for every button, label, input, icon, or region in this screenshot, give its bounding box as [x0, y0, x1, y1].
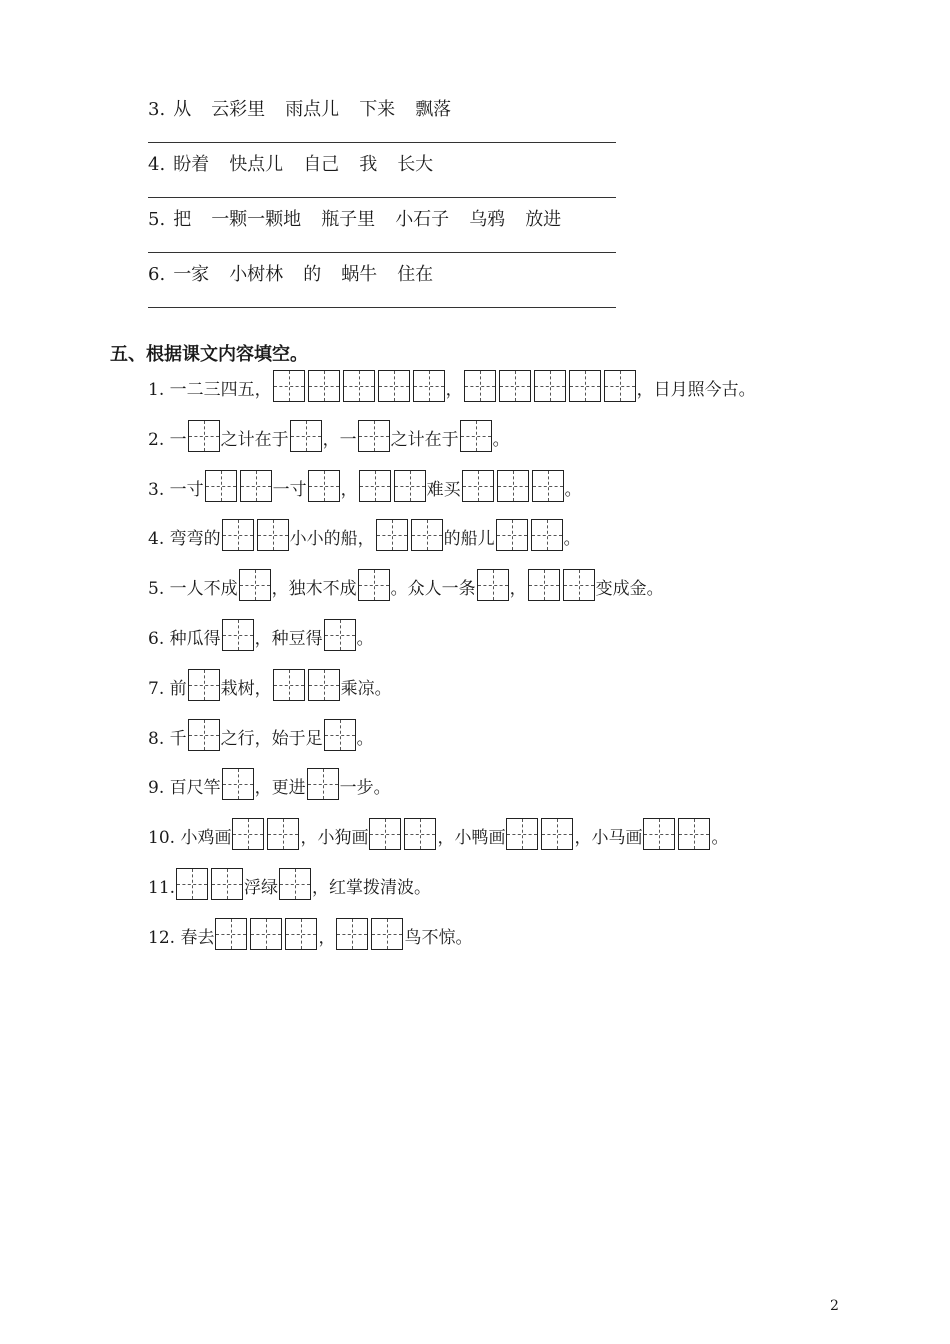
item-text: ，种豆得	[254, 629, 323, 649]
tianzige-box[interactable]	[506, 818, 538, 850]
tianzige-box[interactable]	[188, 420, 220, 452]
tianzige-group	[308, 470, 340, 502]
item-text: 1. 一二三四五，	[148, 380, 272, 400]
item-text: ，独木不成	[271, 579, 357, 599]
item-text: 。	[356, 729, 374, 749]
item-text: ，	[445, 380, 463, 400]
word-chip: 自己	[303, 154, 340, 175]
item-text: ，更进	[254, 778, 306, 798]
tianzige-group	[188, 669, 220, 701]
item-text: ，	[318, 928, 336, 948]
fill-item	[148, 669, 392, 709]
word-chip: 放进	[525, 209, 562, 230]
item-text: ，小马画	[574, 828, 643, 848]
tianzige-box[interactable]	[358, 420, 390, 452]
tianzige-box[interactable]	[273, 370, 305, 402]
item-text: ，红掌拨清波。	[312, 878, 432, 898]
tianzige-group	[460, 420, 492, 452]
tianzige-box[interactable]	[496, 519, 528, 551]
tianzige-group	[376, 519, 443, 551]
tianzige-group	[643, 818, 710, 850]
item-text: 4. 弯弯的	[148, 529, 221, 549]
fill-item	[148, 868, 431, 908]
tianzige-box[interactable]	[531, 519, 563, 551]
item-text: 鸟不惊。	[404, 928, 473, 948]
tianzige-box[interactable]	[678, 818, 710, 850]
tianzige-box[interactable]	[250, 918, 282, 950]
fill-item	[148, 420, 510, 460]
tianzige-box[interactable]	[308, 370, 340, 402]
item-text: 的船儿	[443, 529, 495, 549]
fill-item	[148, 768, 391, 808]
word-chip: 云彩里	[211, 99, 266, 120]
item-text: ，小狗画	[300, 828, 369, 848]
tianzige-box[interactable]	[376, 519, 408, 551]
item-text: ，日月照今古。	[636, 380, 756, 400]
answer-line[interactable]	[148, 307, 616, 308]
tianzige-box[interactable]	[358, 569, 390, 601]
tianzige-box[interactable]	[411, 519, 443, 551]
reorder-item	[148, 95, 471, 125]
word-chip: 我	[359, 154, 378, 175]
tianzige-group	[324, 719, 356, 751]
word-chip: 瓶子里	[321, 209, 376, 230]
item-text: 。	[564, 480, 582, 500]
tianzige-box[interactable]	[290, 420, 322, 452]
item-text: 难买	[426, 480, 461, 500]
tianzige-box[interactable]	[464, 370, 496, 402]
tianzige-group	[176, 868, 243, 900]
word-chip: 的	[303, 264, 322, 285]
section-five-title: 五、根据课文内容填空。	[110, 344, 308, 365]
fill-item	[148, 569, 664, 609]
tianzige-group	[358, 569, 390, 601]
item-text: ，一	[322, 430, 357, 450]
tianzige-group	[307, 768, 339, 800]
item-text: ，	[340, 480, 358, 500]
item-text: 。	[492, 430, 510, 450]
item-number: 4.	[148, 154, 166, 175]
tianzige-group	[496, 519, 563, 551]
tianzige-group	[188, 420, 220, 452]
tianzige-group	[506, 818, 573, 850]
tianzige-box[interactable]	[176, 868, 208, 900]
tianzige-group	[188, 719, 220, 751]
item-text: 11.	[148, 878, 176, 898]
page-number: 2	[830, 1298, 839, 1314]
tianzige-box[interactable]	[534, 370, 566, 402]
tianzige-box[interactable]	[569, 370, 601, 402]
item-text: 。众人一条	[390, 579, 476, 599]
tianzige-group	[336, 918, 403, 950]
tianzige-box[interactable]	[239, 569, 271, 601]
item-text: 之计在于	[390, 430, 459, 450]
word-chip: 小石子	[395, 209, 450, 230]
tianzige-box[interactable]	[541, 818, 573, 850]
tianzige-group	[359, 470, 426, 502]
item-text: 浮绿	[244, 878, 279, 898]
fill-item	[148, 619, 374, 659]
word-chip: 一颗一颗地	[211, 209, 302, 230]
item-text: 10. 小鸡画	[148, 828, 232, 848]
tianzige-group	[290, 420, 322, 452]
tianzige-group	[279, 868, 311, 900]
tianzige-box[interactable]	[413, 370, 445, 402]
reorder-item	[148, 150, 453, 180]
tianzige-box[interactable]	[222, 619, 254, 651]
fill-item	[148, 918, 472, 958]
tianzige-group	[215, 918, 317, 950]
word-chip: 小树林	[229, 264, 284, 285]
tianzige-box[interactable]	[477, 569, 509, 601]
word-chip: 乌鸦	[469, 209, 506, 230]
tianzige-box[interactable]	[188, 719, 220, 751]
tianzige-box[interactable]	[359, 470, 391, 502]
item-text: 之行，始于足	[220, 729, 323, 749]
tianzige-box[interactable]	[257, 519, 289, 551]
fill-item	[148, 470, 582, 510]
answer-line[interactable]	[148, 197, 616, 198]
fill-item	[148, 519, 581, 559]
item-number: 3.	[148, 99, 166, 120]
tianzige-box[interactable]	[324, 619, 356, 651]
tianzige-box[interactable]	[460, 420, 492, 452]
tianzige-box[interactable]	[279, 868, 311, 900]
tianzige-box[interactable]	[394, 470, 426, 502]
tianzige-box[interactable]	[308, 669, 340, 701]
item-text: 。	[563, 529, 581, 549]
tianzige-box[interactable]	[211, 868, 243, 900]
word-chip: 住在	[397, 264, 434, 285]
item-text: 12. 春去	[148, 928, 215, 948]
item-text: 小小的船，	[289, 529, 375, 549]
fill-item	[148, 818, 728, 858]
tianzige-group	[222, 768, 254, 800]
word-chip: 盼着	[173, 154, 210, 175]
word-chip: 蜗牛	[341, 264, 378, 285]
tianzige-box[interactable]	[563, 569, 595, 601]
item-text: 5. 一人不成	[148, 579, 238, 599]
item-text: 7. 前	[148, 679, 187, 699]
item-text: 。	[356, 629, 374, 649]
item-text: 3. 一寸	[148, 480, 204, 500]
tianzige-group	[273, 669, 340, 701]
tianzige-box[interactable]	[273, 669, 305, 701]
tianzige-box[interactable]	[404, 818, 436, 850]
tianzige-box[interactable]	[232, 818, 264, 850]
tianzige-box[interactable]	[462, 470, 494, 502]
answer-line[interactable]	[148, 142, 616, 143]
word-chip: 快点儿	[229, 154, 284, 175]
tianzige-box[interactable]	[215, 918, 247, 950]
tianzige-group	[232, 818, 299, 850]
word-chip: 飘落	[415, 99, 452, 120]
tianzige-group	[222, 619, 254, 651]
item-text: 9. 百尺竿	[148, 778, 221, 798]
reorder-item	[148, 205, 581, 235]
tianzige-group	[205, 470, 272, 502]
item-text: 一步。	[339, 778, 391, 798]
fill-item	[148, 719, 374, 759]
item-text: ，	[509, 579, 527, 599]
tianzige-box[interactable]	[240, 470, 272, 502]
tianzige-group	[528, 569, 595, 601]
item-text: 之计在于	[220, 430, 289, 450]
word-chip: 雨点儿	[285, 99, 340, 120]
tianzige-group	[462, 470, 564, 502]
tianzige-box[interactable]	[324, 719, 356, 751]
item-text: 乘凉。	[340, 679, 392, 699]
tianzige-box[interactable]	[604, 370, 636, 402]
item-number: 5.	[148, 209, 166, 230]
tianzige-group	[369, 818, 436, 850]
tianzige-box[interactable]	[343, 370, 375, 402]
tianzige-group	[273, 370, 445, 402]
item-text: 8. 千	[148, 729, 187, 749]
tianzige-box[interactable]	[188, 669, 220, 701]
fill-item	[148, 370, 756, 410]
tianzige-box[interactable]	[378, 370, 410, 402]
tianzige-box[interactable]	[205, 470, 237, 502]
tianzige-box[interactable]	[336, 918, 368, 950]
item-text: 变成金。	[595, 579, 664, 599]
tianzige-box[interactable]	[308, 470, 340, 502]
item-text: 6. 种瓜得	[148, 629, 221, 649]
word-chip: 把	[173, 209, 192, 230]
item-text: 一寸	[272, 480, 307, 500]
word-chip: 长大	[397, 154, 434, 175]
item-number: 6.	[148, 264, 166, 285]
item-text: ，小鸭画	[437, 828, 506, 848]
reorder-item	[148, 260, 453, 290]
tianzige-box[interactable]	[285, 918, 317, 950]
word-chip: 一家	[173, 264, 210, 285]
tianzige-box[interactable]	[222, 768, 254, 800]
tianzige-group	[239, 569, 271, 601]
word-chip: 从	[173, 99, 192, 120]
item-text: 。	[711, 828, 729, 848]
tianzige-box[interactable]	[371, 918, 403, 950]
tianzige-box[interactable]	[307, 768, 339, 800]
tianzige-box[interactable]	[532, 470, 564, 502]
tianzige-group	[477, 569, 509, 601]
tianzige-box[interactable]	[497, 470, 529, 502]
tianzige-group	[222, 519, 289, 551]
answer-line[interactable]	[148, 252, 616, 253]
item-text: 2. 一	[148, 430, 187, 450]
tianzige-box[interactable]	[643, 818, 675, 850]
tianzige-group	[464, 370, 636, 402]
tianzige-box[interactable]	[499, 370, 531, 402]
word-chip: 下来	[359, 99, 396, 120]
tianzige-box[interactable]	[528, 569, 560, 601]
tianzige-box[interactable]	[267, 818, 299, 850]
tianzige-group	[358, 420, 390, 452]
item-text: 栽树，	[220, 679, 272, 699]
tianzige-box[interactable]	[369, 818, 401, 850]
tianzige-box[interactable]	[222, 519, 254, 551]
tianzige-group	[324, 619, 356, 651]
